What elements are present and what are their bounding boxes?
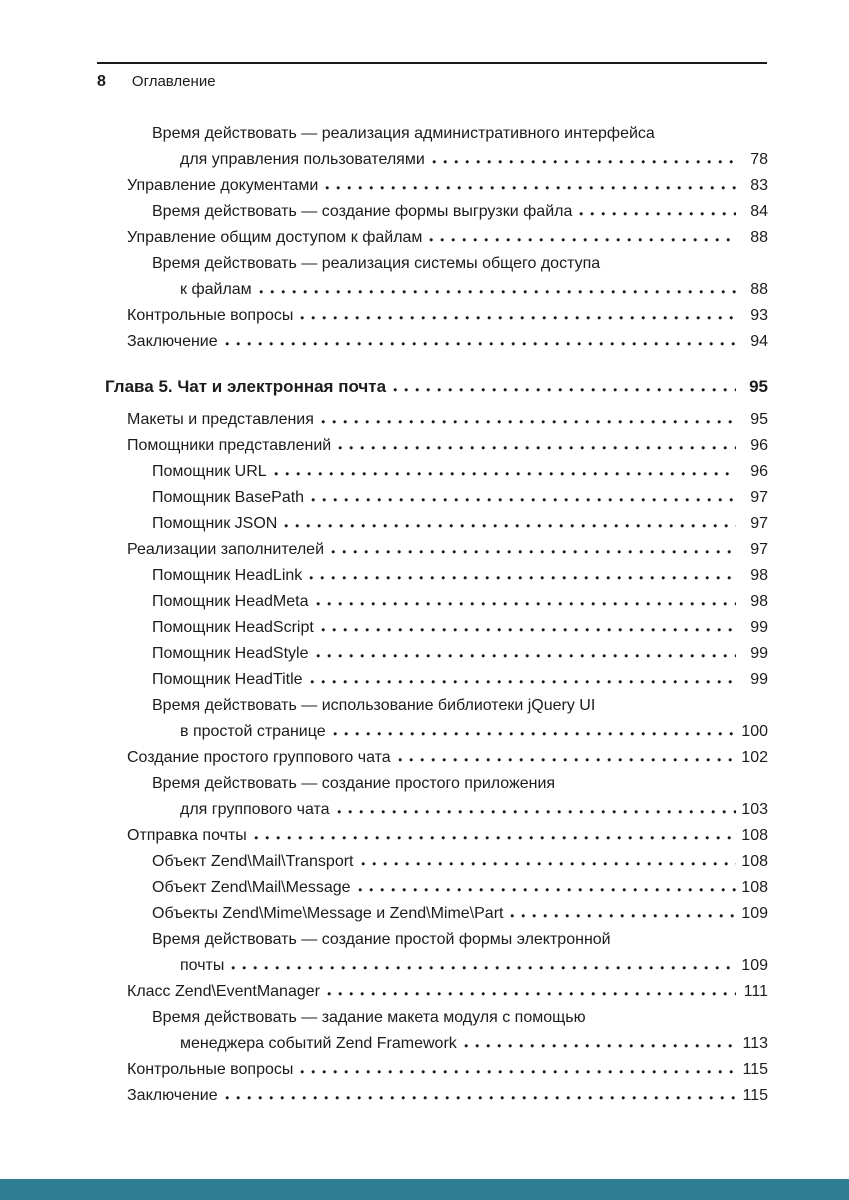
- dot-leader: [316, 653, 737, 658]
- dot-leader: [325, 185, 736, 190]
- toc-page-number: 94: [750, 333, 768, 350]
- page-header: [97, 62, 767, 91]
- toc-entry: [152, 667, 768, 693]
- toc-entry: [152, 1005, 768, 1057]
- toc-page-number: 95: [749, 377, 768, 396]
- toc-entry: [127, 303, 768, 329]
- toc-page-number: 88: [750, 229, 768, 246]
- toc-entry-title: Заключение: [127, 1087, 218, 1104]
- toc-page-number: 97: [750, 515, 768, 532]
- toc-entry-title: Помощник JSON: [152, 515, 278, 532]
- dot-leader: [398, 757, 736, 762]
- toc-row: [152, 641, 768, 667]
- toc-entry: [127, 433, 768, 459]
- toc-entry: [127, 173, 768, 199]
- dot-leader: [579, 211, 736, 216]
- toc-entry-title: к файлам: [180, 281, 252, 298]
- toc-row: [152, 771, 768, 797]
- toc-page-number: 78: [750, 151, 768, 168]
- toc-entry: [152, 251, 768, 303]
- toc-entry: [152, 121, 768, 173]
- dot-leader: [432, 159, 736, 164]
- toc-entry: [152, 589, 768, 615]
- toc-entry-title: Помощник HeadStyle: [152, 645, 309, 662]
- toc-entry-title: Объект Zend\Mail\Transport: [152, 853, 354, 870]
- page-number: 8: [97, 73, 106, 90]
- toc-page-number: 93: [750, 307, 768, 324]
- dot-leader: [393, 387, 736, 392]
- toc-entry: [127, 1083, 768, 1109]
- toc-row: [152, 1005, 768, 1031]
- dot-leader: [337, 809, 736, 814]
- toc-page-number: 113: [742, 1035, 768, 1052]
- toc-row: [152, 927, 768, 953]
- toc-page-number: 99: [750, 619, 768, 636]
- toc-page-number: 102: [741, 749, 768, 766]
- toc-entry-title: Отправка почты: [127, 827, 247, 844]
- toc-entry-title: Управление общим доступом к файлам: [127, 229, 423, 246]
- toc-row: [152, 121, 768, 147]
- toc-entry: [152, 459, 768, 485]
- toc-row: [127, 303, 768, 329]
- toc-entry-title: Время действовать — реализация системы общего доступа: [152, 255, 601, 272]
- dot-leader: [510, 913, 736, 918]
- toc-entry-title: Время действовать — создание формы выгрузки файла: [152, 203, 573, 220]
- dot-leader: [300, 1069, 736, 1074]
- toc-row: [152, 901, 768, 927]
- toc-row: [152, 511, 768, 537]
- toc-page-number: 115: [742, 1087, 768, 1104]
- toc-row: [152, 199, 768, 225]
- dot-leader: [321, 627, 736, 632]
- dot-leader: [274, 471, 736, 476]
- running-header-title: Оглавление: [131, 73, 216, 90]
- dot-leader: [300, 315, 736, 320]
- toc-page-number: 100: [741, 723, 768, 740]
- toc-entry-title: в простой странице: [180, 723, 326, 740]
- dot-leader: [254, 835, 736, 840]
- dot-leader: [259, 289, 736, 294]
- toc-row: [127, 823, 768, 849]
- toc-entry: [127, 979, 768, 1005]
- toc-entry-title: Помощники представлений: [127, 437, 332, 454]
- toc-entry-title: Помощник HeadMeta: [152, 593, 309, 610]
- toc-page-number: 83: [750, 177, 768, 194]
- toc-page-number: 108: [741, 853, 768, 870]
- toc-row: [152, 875, 768, 901]
- toc-row: [152, 589, 768, 615]
- toc-row: [152, 667, 768, 693]
- toc-entry: [127, 407, 768, 433]
- toc-page-number: 96: [750, 463, 768, 480]
- toc-row: [152, 563, 768, 589]
- toc-entry: [152, 849, 768, 875]
- toc-row: [152, 615, 768, 641]
- toc-row: [127, 173, 768, 199]
- toc-row: [127, 329, 768, 355]
- toc-entry-title: Время действовать — реализация административного интерфейса: [152, 125, 655, 142]
- toc-page-number: 98: [750, 593, 768, 610]
- toc-entry-title: для управления пользователями: [180, 151, 425, 168]
- toc-entry-title: Помощник BasePath: [152, 489, 305, 506]
- toc-entry: [152, 511, 768, 537]
- toc-entry-title: Контрольные вопросы: [127, 1061, 294, 1078]
- toc-entry-title: Время действовать — создание простой формы электронной: [152, 931, 611, 948]
- dot-leader: [429, 237, 736, 242]
- toc-entry-title: Контрольные вопросы: [127, 307, 294, 324]
- toc-chapter-entry: [105, 374, 768, 400]
- toc-row: [152, 251, 768, 277]
- toc-row: [180, 147, 768, 173]
- toc-entry: [152, 563, 768, 589]
- toc-page-number: 111: [743, 983, 768, 1000]
- toc-entry-title: Помощник HeadTitle: [152, 671, 303, 688]
- dot-leader: [310, 679, 736, 684]
- toc-row: [152, 693, 768, 719]
- toc-entry-title: Время действовать — задание макета модуля с помощью: [152, 1009, 586, 1026]
- dot-leader: [333, 731, 736, 736]
- toc-page-number: 109: [741, 957, 768, 974]
- dot-leader: [231, 965, 736, 970]
- toc-page-number: 95: [750, 411, 768, 428]
- toc-entry-title: Заключение: [127, 333, 218, 350]
- toc-row: [152, 485, 768, 511]
- toc-entry-title: Глава 5. Чат и электронная почта: [105, 377, 387, 396]
- toc-page-number: 88: [750, 281, 768, 298]
- toc-entry-title: Помощник URL: [152, 463, 267, 480]
- dot-leader: [316, 601, 737, 606]
- toc-entry-title: Объект Zend\Mail\Message: [152, 879, 351, 896]
- toc-row: [152, 459, 768, 485]
- toc-entry-title: Макеты и представления: [127, 411, 314, 428]
- toc-page-number: 109: [741, 905, 768, 922]
- dot-leader: [464, 1043, 736, 1048]
- toc-page-number: 96: [750, 437, 768, 454]
- toc-row: [180, 797, 768, 823]
- toc-entry: [152, 927, 768, 979]
- toc-entry-title: Объекты Zend\Mime\Message и Zend\Mime\Part: [152, 905, 504, 922]
- toc-row: [180, 1031, 768, 1057]
- toc-entry: [127, 823, 768, 849]
- toc-row: [127, 979, 768, 1005]
- toc-entry: [152, 615, 768, 641]
- toc-row: [105, 374, 768, 400]
- toc-row: [127, 407, 768, 433]
- toc-entry-title: для группового чата: [180, 801, 330, 818]
- toc-entry: [152, 485, 768, 511]
- dot-leader: [361, 861, 737, 866]
- toc-page-number: 99: [750, 671, 768, 688]
- toc-entry-title: Управление документами: [127, 177, 319, 194]
- toc-entry-title: Помощник HeadLink: [152, 567, 303, 584]
- toc-page-number: 103: [741, 801, 768, 818]
- toc-entry-title: Создание простого группового чата: [127, 749, 391, 766]
- toc-row: [127, 1083, 768, 1109]
- toc-page-number: 84: [750, 203, 768, 220]
- toc-entry-title: почты: [180, 957, 225, 974]
- toc-row: [180, 277, 768, 303]
- toc-page-number: 115: [742, 1061, 768, 1078]
- toc-row: [180, 953, 768, 979]
- toc-entry: [127, 225, 768, 251]
- toc-row: [127, 537, 768, 563]
- toc-entry-title: Время действовать — создание простого приложения: [152, 775, 556, 792]
- toc-page-number: 108: [741, 827, 768, 844]
- dot-leader: [225, 341, 736, 346]
- toc-row: [180, 719, 768, 745]
- toc-row: [127, 745, 768, 771]
- toc-page-number: 97: [750, 541, 768, 558]
- dot-leader: [311, 497, 736, 502]
- toc-row: [127, 1057, 768, 1083]
- toc-page-number: 98: [750, 567, 768, 584]
- toc-page-number: 97: [750, 489, 768, 506]
- toc-entry: [152, 771, 768, 823]
- toc-entry: [152, 693, 768, 745]
- dot-leader: [309, 575, 736, 580]
- toc-entry-title: Время действовать — использование библиотеки jQuery UI: [152, 697, 596, 714]
- toc-page-number: 108: [741, 879, 768, 896]
- footer-accent-bar: [0, 1179, 849, 1200]
- toc-row: [127, 225, 768, 251]
- toc-entry: [152, 901, 768, 927]
- toc-entry-title: Помощник HeadScript: [152, 619, 314, 636]
- dot-leader: [225, 1095, 736, 1100]
- toc-entry-title: Класс Zend\EventManager: [127, 983, 320, 1000]
- dot-leader: [331, 549, 736, 554]
- toc-entry: [127, 1057, 768, 1083]
- toc-page-number: 99: [750, 645, 768, 662]
- toc-entry: [152, 875, 768, 901]
- dot-leader: [327, 991, 736, 996]
- dot-leader: [284, 523, 736, 528]
- dot-leader: [321, 419, 736, 424]
- toc-entry-title: Реализации заполнителей: [127, 541, 324, 558]
- dot-leader: [358, 887, 736, 892]
- toc-entry-title: менеджера событий Zend Framework: [180, 1035, 457, 1052]
- toc-entry: [152, 199, 768, 225]
- toc-list: [105, 121, 768, 1109]
- toc-entry: [127, 329, 768, 355]
- toc-row: [127, 433, 768, 459]
- toc-row: [152, 849, 768, 875]
- dot-leader: [338, 445, 736, 450]
- toc-entry: [127, 745, 768, 771]
- toc-entry: [127, 537, 768, 563]
- toc-entry: [152, 641, 768, 667]
